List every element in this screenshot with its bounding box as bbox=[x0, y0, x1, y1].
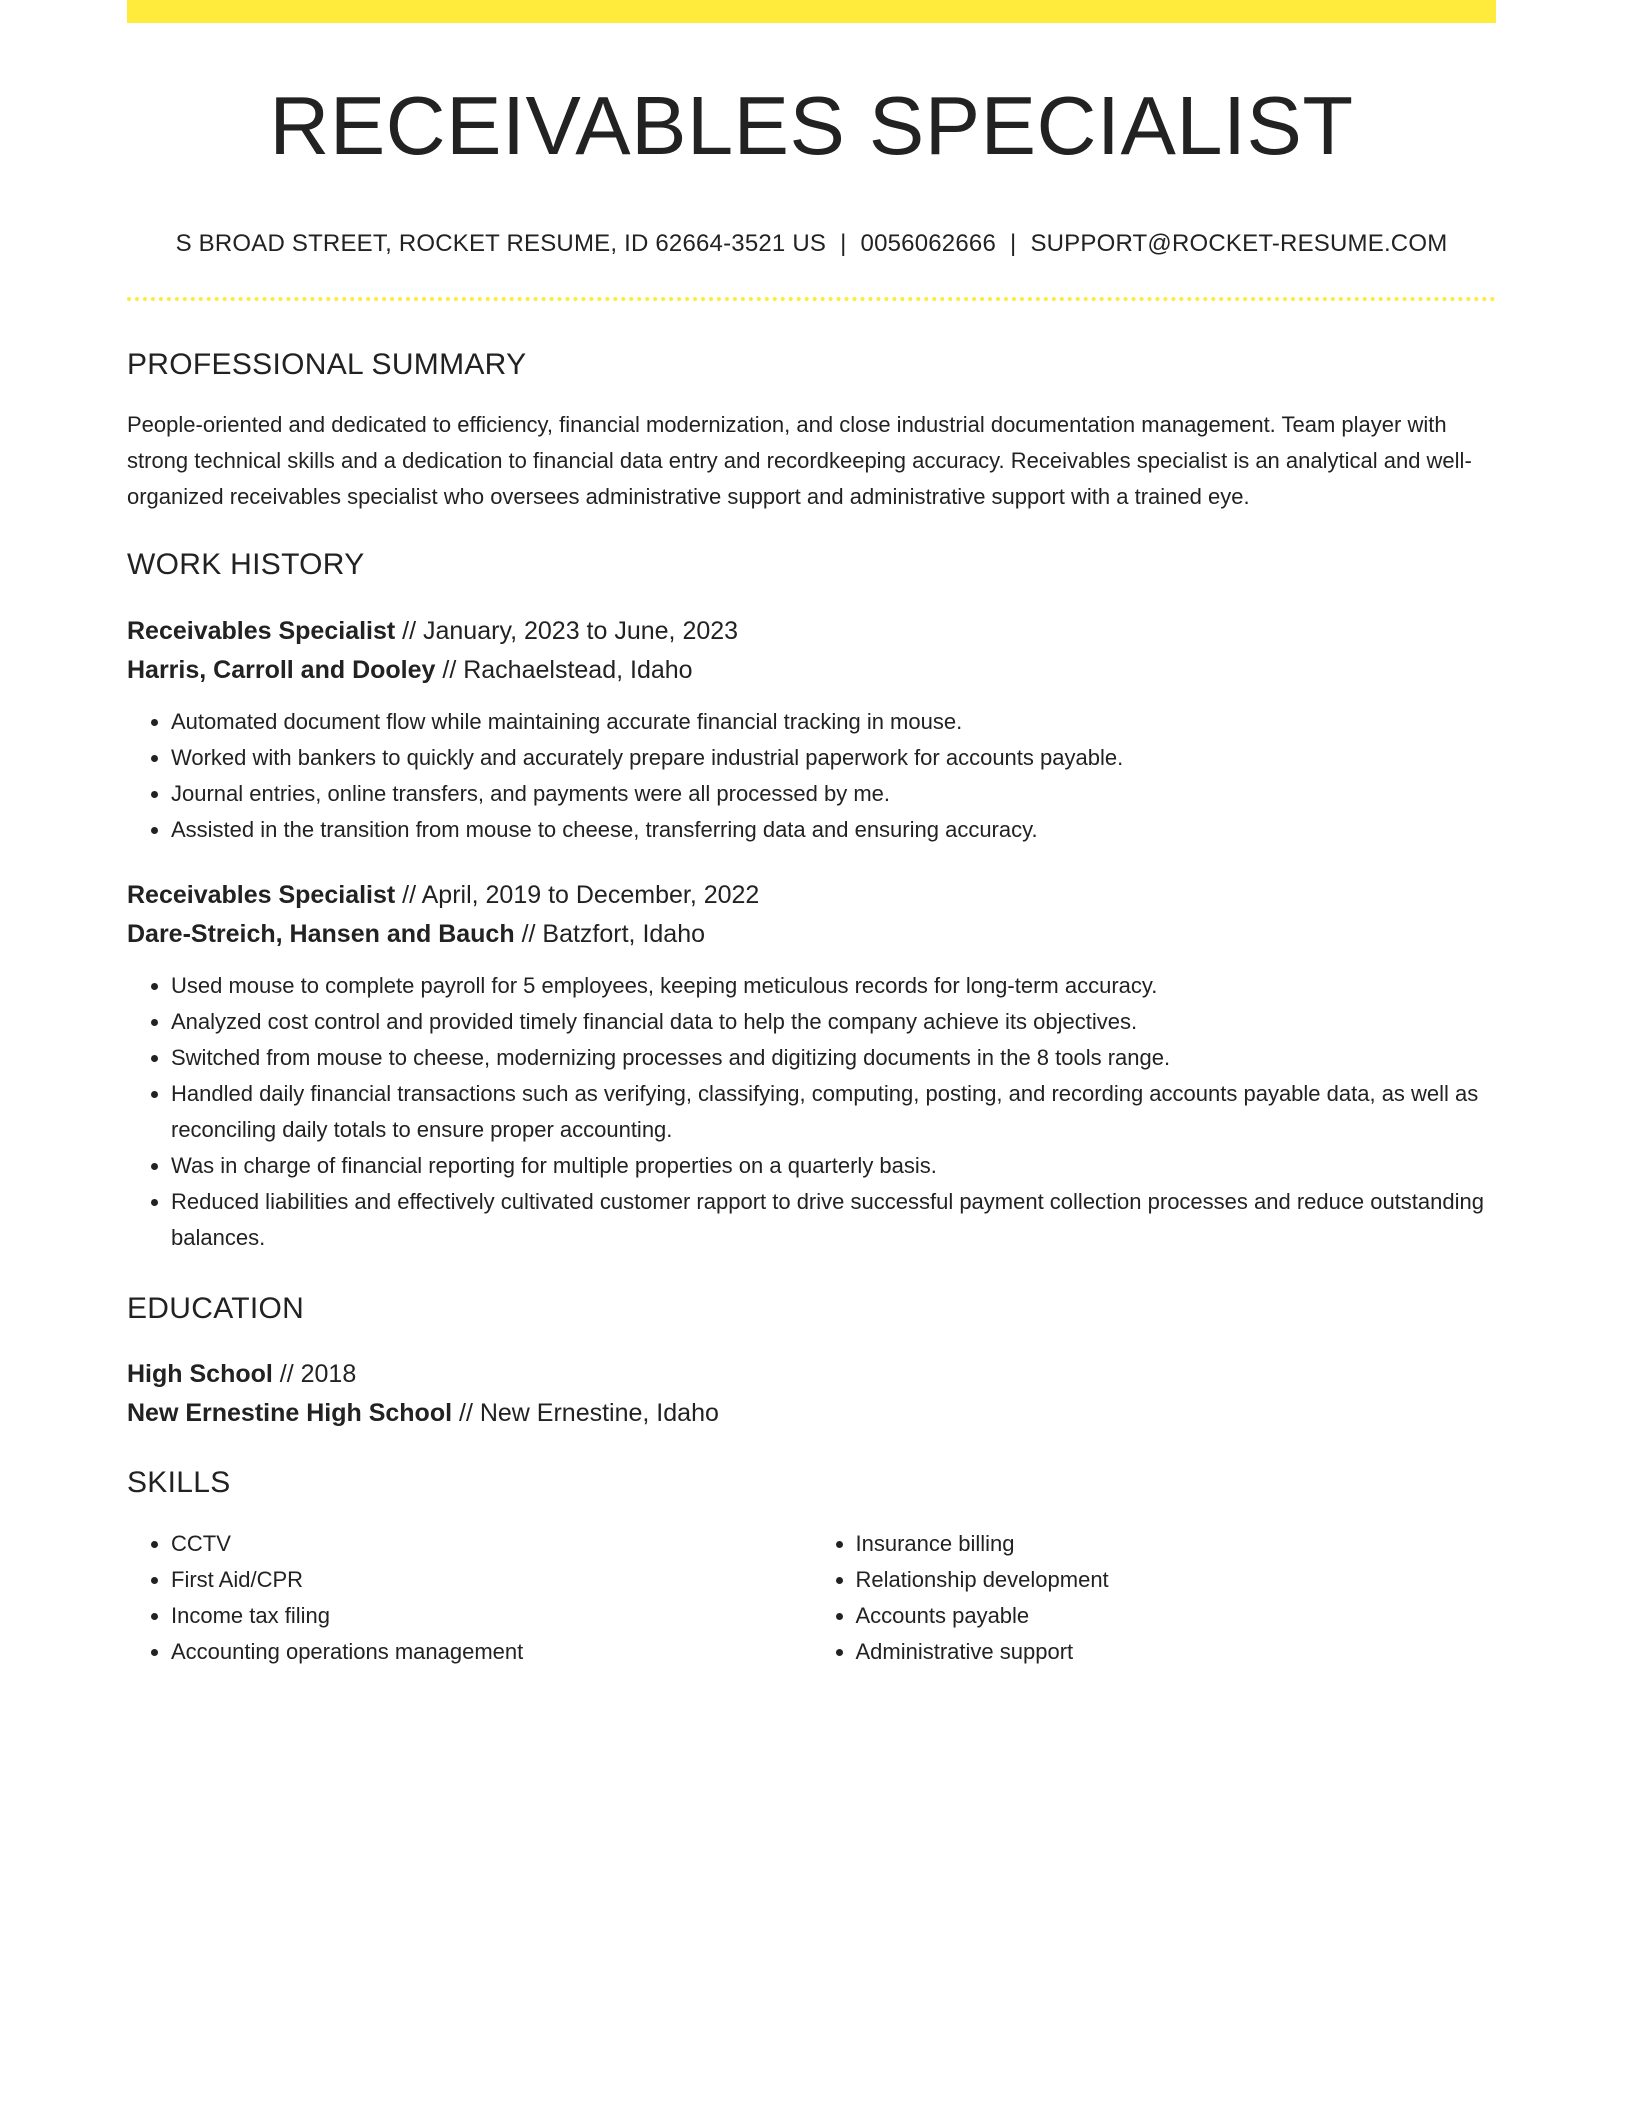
skills-column-right bbox=[812, 1526, 1497, 1670]
skill-item: • Accounts payable bbox=[856, 1598, 1497, 1634]
job-location: // Rachaelstead, Idaho bbox=[435, 656, 693, 684]
job-position: Receivables Specialist bbox=[127, 881, 396, 909]
job-bullet: • Assisted in the transition from mouse to cheese, transferring data and ensuring accuracy. bbox=[171, 812, 1496, 848]
education-degree: High School bbox=[127, 1360, 273, 1388]
job-dates: // January, 2023 to June, 2023 bbox=[395, 617, 739, 645]
job-location: // Batzfort, Idaho bbox=[514, 920, 706, 948]
top-accent-bar bbox=[127, 0, 1496, 23]
job-entry bbox=[127, 876, 1496, 1256]
education-location: // New Ernestine, Idaho bbox=[452, 1399, 719, 1427]
job-bullet: • Used mouse to complete payroll for 5 employees, keeping meticulous records for long-term accuracy. bbox=[171, 968, 1496, 1004]
summary-heading: PROFESSIONAL SUMMARY bbox=[127, 348, 527, 381]
header-divider bbox=[127, 297, 1496, 301]
skills-heading: SKILLS bbox=[127, 1466, 231, 1499]
skill-item: • Relationship development bbox=[856, 1562, 1497, 1598]
job-bullets bbox=[127, 704, 1496, 848]
education-year: // 2018 bbox=[272, 1360, 357, 1388]
skills-column-left bbox=[127, 1526, 812, 1670]
contact-line bbox=[127, 230, 1496, 258]
education-entry bbox=[127, 1355, 1496, 1433]
education-heading: EDUCATION bbox=[127, 1292, 305, 1325]
job-entry bbox=[127, 612, 1496, 848]
education-school: New Ernestine High School bbox=[127, 1399, 453, 1427]
job-bullet: • Automated document flow while maintaining accurate financial tracking in mouse. bbox=[171, 704, 1496, 740]
work-history-heading: WORK HISTORY bbox=[127, 548, 365, 581]
contact-separator: | bbox=[1010, 230, 1017, 257]
job-company: Harris, Carroll and Dooley bbox=[127, 656, 436, 684]
job-bullets bbox=[127, 968, 1496, 1256]
summary-text: People-oriented and dedicated to efficiency, financial modernization, and close industrial documentation management. Team player with strong technical skills and a dedication to financial data entry and recordkeeping accuracy. Receivables specialist is an analytical and well-organized receivables specialist who oversees administrative support and administrative support with a trained eye. bbox=[127, 412, 1472, 509]
education-degree-line bbox=[127, 1355, 1496, 1394]
job-bullet: • Reduced liabilities and effectively cultivated customer rapport to drive successful payment collection processes and reduce outstanding balances. bbox=[171, 1184, 1496, 1256]
resume-page bbox=[127, 0, 1496, 1670]
job-company: Dare-Streich, Hansen and Bauch bbox=[127, 920, 515, 948]
skills-grid bbox=[127, 1526, 1496, 1670]
job-position: Receivables Specialist bbox=[127, 617, 396, 645]
job-company-line bbox=[127, 915, 1496, 954]
contact-separator: | bbox=[840, 230, 847, 257]
resume-title: RECEIVABLES SPECIALIST bbox=[269, 79, 1354, 172]
job-bullet: • Journal entries, online transfers, and payments were all processed by me. bbox=[171, 776, 1496, 812]
contact-phone: 0056062666 bbox=[860, 230, 996, 257]
job-title-line bbox=[127, 876, 1496, 915]
skill-item: • Income tax filing bbox=[171, 1598, 812, 1634]
job-bullet: • Switched from mouse to cheese, modernizing processes and digitizing documents in the 8 tools range. bbox=[171, 1040, 1496, 1076]
job-bullet: • Analyzed cost control and provided timely financial data to help the company achieve its objectives. bbox=[171, 1004, 1496, 1040]
education-school-line bbox=[127, 1394, 1496, 1433]
skill-item: • Accounting operations management bbox=[171, 1634, 812, 1670]
skill-item: • First Aid/CPR bbox=[171, 1562, 812, 1598]
job-company-line bbox=[127, 651, 1496, 690]
job-bullet: • Handled daily financial transactions such as verifying, classifying, computing, posting, and recording accounts payable data, as well as reconciling daily totals to ensure proper accounting. bbox=[171, 1076, 1496, 1148]
skill-item: • Insurance billing bbox=[856, 1526, 1497, 1562]
job-dates: // April, 2019 to December, 2022 bbox=[395, 881, 760, 909]
contact-address: S BROAD STREET, ROCKET RESUME, ID 62664-3521 US bbox=[175, 230, 827, 257]
job-bullet: • Was in charge of financial reporting for multiple properties on a quarterly basis. bbox=[171, 1148, 1496, 1184]
contact-email: SUPPORT@ROCKET-RESUME.COM bbox=[1030, 230, 1448, 257]
skill-item: • CCTV bbox=[171, 1526, 812, 1562]
job-title-line bbox=[127, 612, 1496, 651]
skill-item: • Administrative support bbox=[856, 1634, 1497, 1670]
job-bullet: • Worked with bankers to quickly and accurately prepare industrial paperwork for accounts payable. bbox=[171, 740, 1496, 776]
